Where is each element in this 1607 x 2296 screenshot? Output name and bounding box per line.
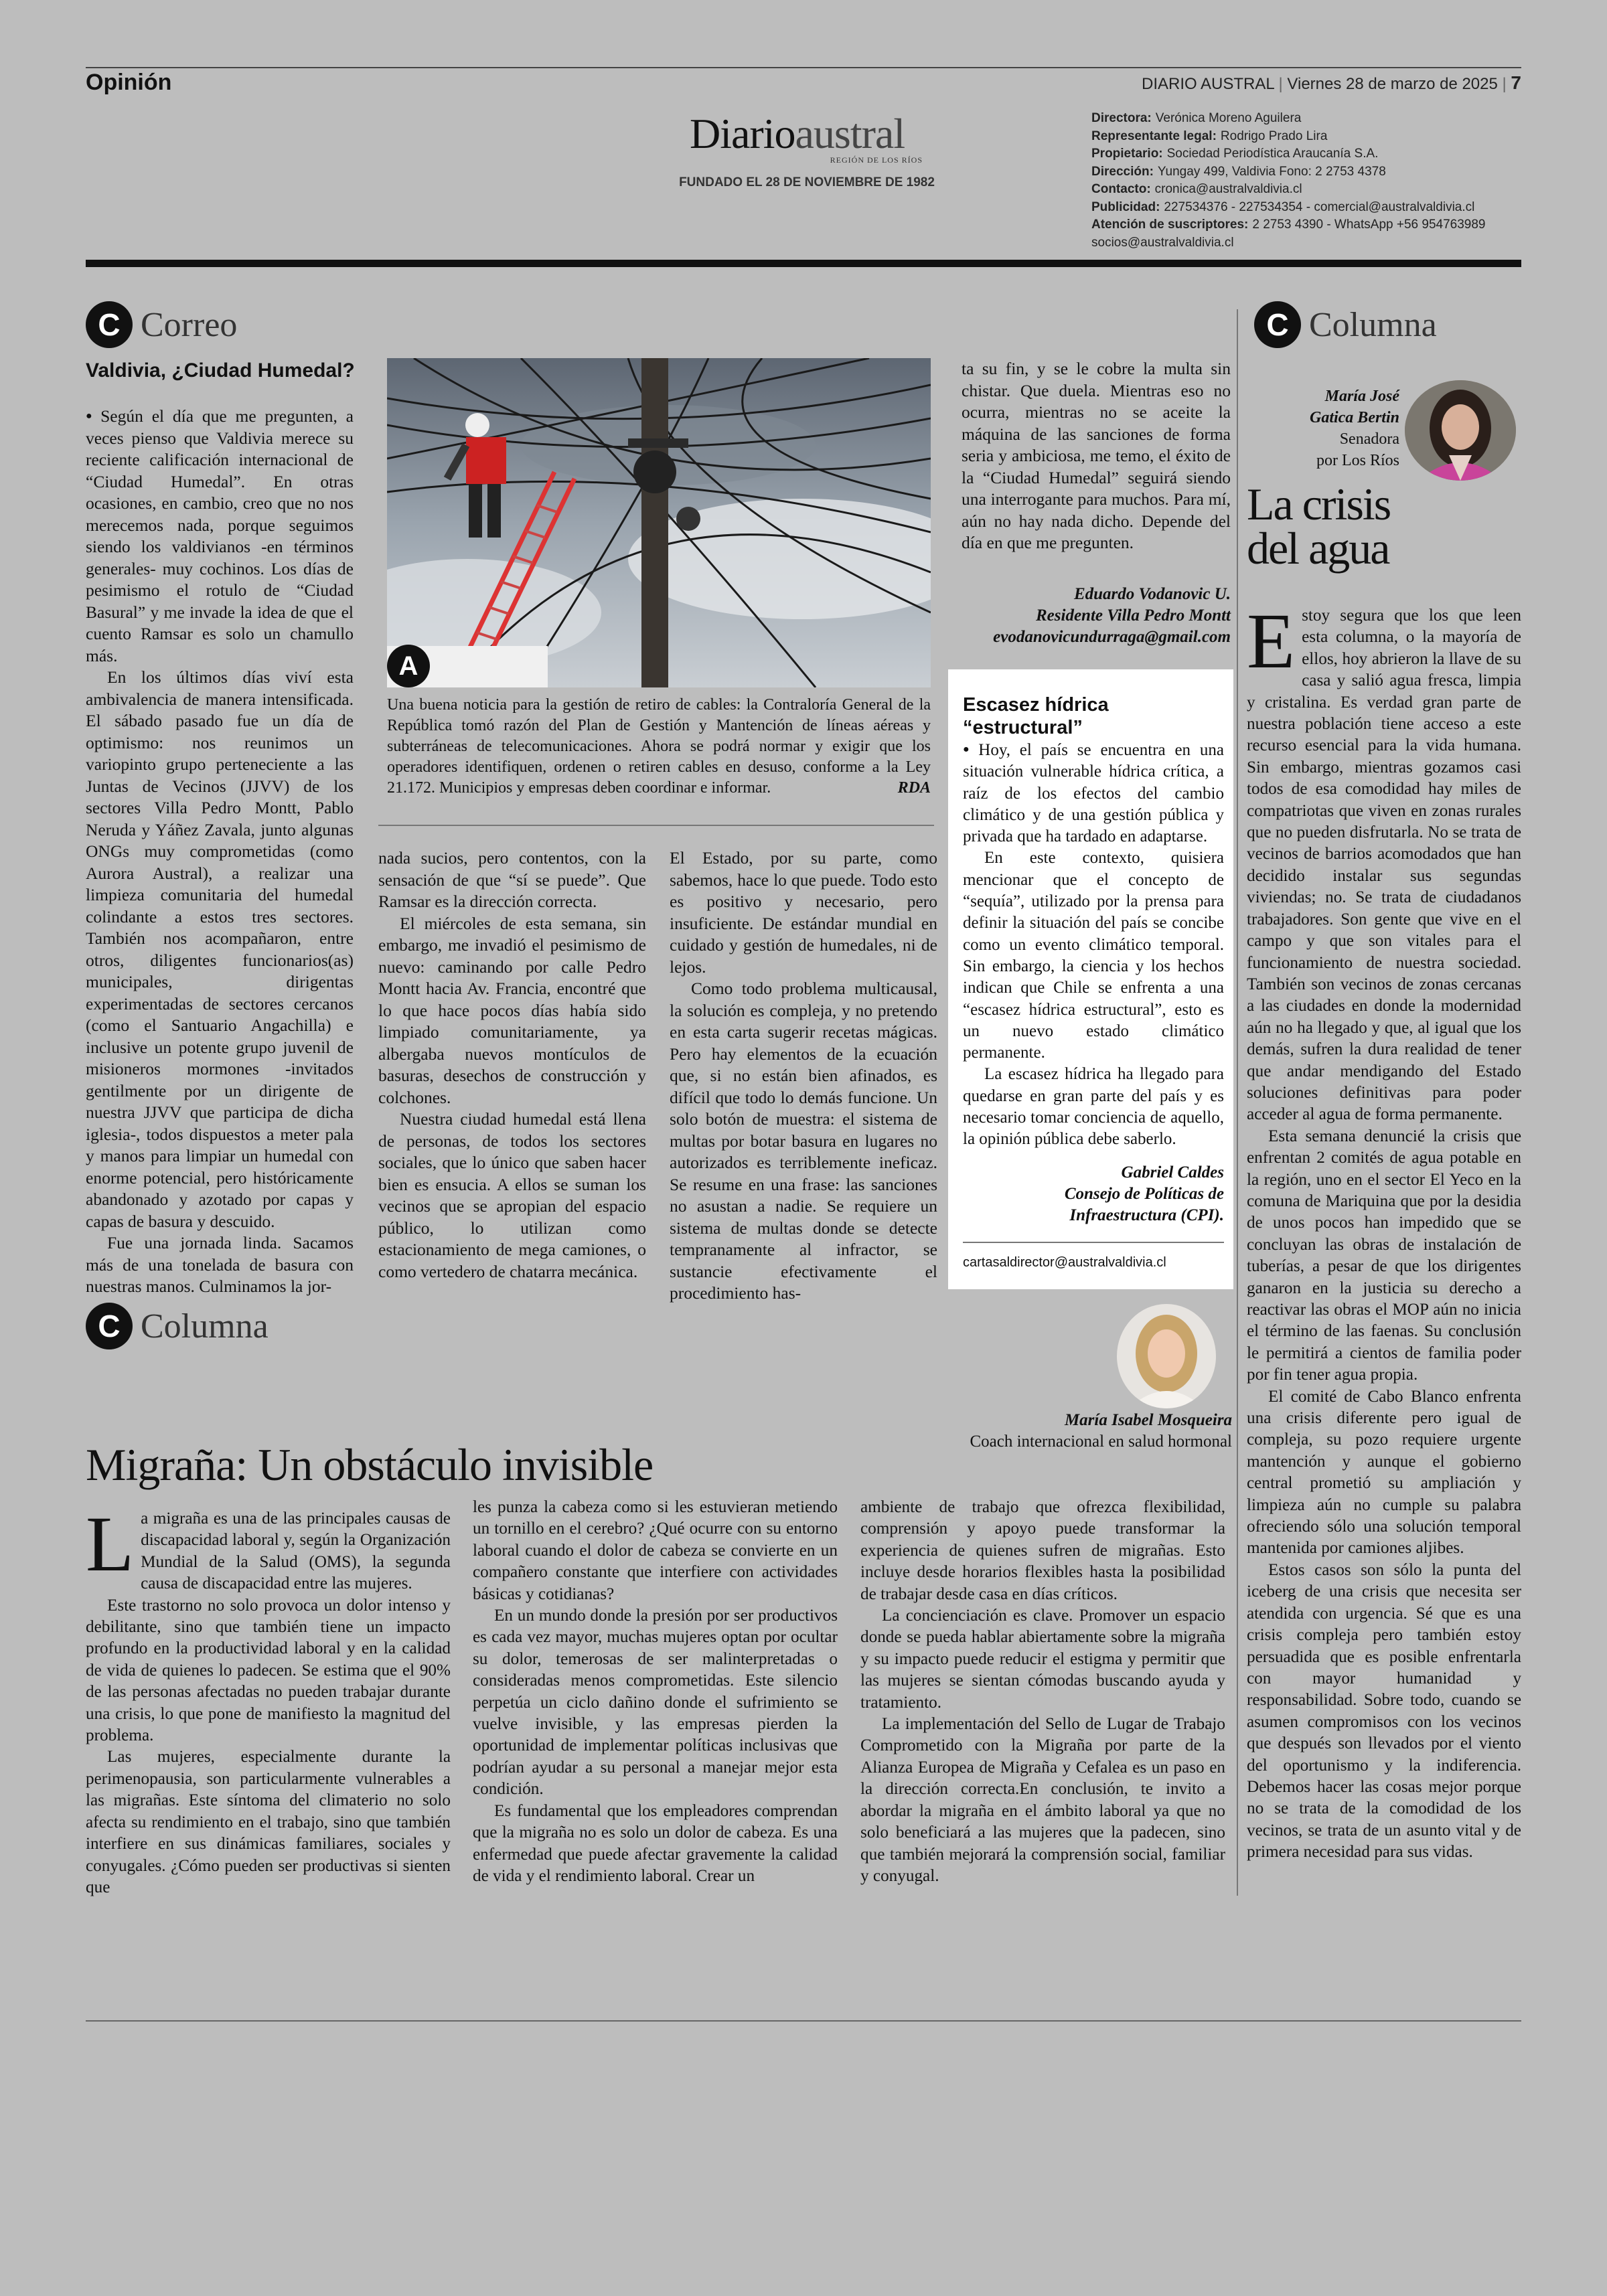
migraine-column-header bbox=[86, 1303, 269, 1349]
water-title-line-2: del agua bbox=[1247, 523, 1389, 574]
letter1-column-3 bbox=[670, 847, 937, 1305]
migraine-author: María Isabel Mosqueira bbox=[1064, 1411, 1232, 1429]
water-paragraph: Esta semana denuncié la crisis que enfrentan 2 comités de agua potable en la región, uno en el sector El Yeco en la comuna de Mariquina que por la desidia de unos pocos han impedido que se concluyan las obras de instalación de tuberías, a pesar de que los dirigentes ganaron en la justicia su derecho a reactivar las obras el MOP aún no inicia el término de las faenas. Su conclusión le permitirá a cientos de familia poder por fin tener agua propia. bbox=[1247, 1127, 1521, 1384]
migraine-role: Coach internacional en salud hormonal bbox=[970, 1432, 1232, 1451]
correo-badge: C bbox=[86, 301, 133, 348]
coach-portrait bbox=[1117, 1304, 1216, 1408]
section-label: Opinión bbox=[86, 70, 172, 95]
senator-portrait bbox=[1405, 380, 1516, 481]
masthead-label: Directora: bbox=[1091, 111, 1152, 125]
letter1-column-4 bbox=[962, 358, 1231, 554]
letter2-paragraph: ● Hoy, el país se encuentra en una situación vulnerable hídrica crítica, a raíz de los efectos del cambio climático y de una gestión pública y privada que ha tardado en adaptarse. bbox=[963, 739, 1224, 847]
masthead-value: Verónica Moreno Aguilera bbox=[1155, 111, 1302, 125]
letter1-signature-line: Residente Villa Pedro Montt bbox=[1036, 606, 1231, 625]
migraine-paragraph: La implementación del Sello de Lugar de Trabajo Comprometido con la Migraña por parte de la Alianza Europea de Migraña y Cefalea es un paso en la dirección correcta.En conclusión, te invito a abordar la migraña en el ámbito laboral ya que no solo beneficiará a las mujeres que la padecen, sino que también mejorará la comprensión social, familiar y conyugal. bbox=[860, 1715, 1225, 1885]
header-thick-rule bbox=[86, 260, 1521, 267]
masthead-row bbox=[1091, 163, 1520, 181]
photo-badge: A bbox=[387, 645, 430, 687]
correo-label: Correo bbox=[141, 305, 238, 344]
water-column-badge: C bbox=[1254, 301, 1301, 348]
masthead-value: 227534376 - 227534354 - comercial@australvaldivia.cl bbox=[1164, 199, 1475, 214]
letters-email: cartasaldirector@australvaldivia.cl bbox=[963, 1255, 1166, 1270]
cable-photo bbox=[387, 358, 931, 687]
letter1-paragraph: nada sucios, pero contentos, con la sensación de que “sí se puede”. Que Ramsar es la dirección correcta. bbox=[378, 848, 646, 911]
masthead-row bbox=[1091, 145, 1520, 163]
masthead-row bbox=[1091, 234, 1520, 252]
paragraph-text: stoy segura que los que leen esta columna, o la mayoría de ellos, hoy abrieron la llave de su casa y salió agua fresca, limpia y cristalina. Es verdad gran parte de nuestra población tiene acceso a este recurso esencial para la vida humana. Sin embargo, mientras gozamos casi todos de esa comodidad hay miles de compatriotas que viven en zonas rurales que no pueden disfrutarla. No se trata de vecinos de barrios acomodados que han decidido instalar sus segundas viviendas; no. Se trata de ciudadanos trabajadores. Son gente que vive en el campo y que son vitales para el funcionamiento de nuestra sociedad. También son vecinos de zonas cercanas a las ciudades en donde la modernidad aún no ha llegado y que, al igual que los demás, sufren la dura realidad de tener que andar mendigando del Estado soluciones definitivas para poder acceder al agua de forma permanente. bbox=[1247, 606, 1521, 1124]
letter2-body bbox=[963, 739, 1224, 1151]
migraine-column-3 bbox=[860, 1497, 1225, 1887]
water-column-label: Columna bbox=[1309, 305, 1437, 344]
dropcap: L bbox=[86, 1500, 135, 1588]
masthead-label: Contacto: bbox=[1091, 182, 1151, 196]
migraine-paragraph: La concienciación es clave. Promover un espacio donde se pueda hablar abiertamente sobre la migraña y su impacto puede reducir el estigma y permitir que las mujeres se sientan cómodas buscando ayuda y tratamiento. bbox=[860, 1607, 1225, 1712]
letter2-signature-line: Gabriel Caldes bbox=[1121, 1163, 1224, 1181]
masthead-label: Atención de suscriptores: bbox=[1091, 218, 1249, 232]
migraine-column-1 bbox=[86, 1500, 451, 1898]
top-rule bbox=[86, 67, 1521, 68]
page-number: 7 bbox=[1511, 72, 1521, 93]
bottom-rule bbox=[86, 2020, 1521, 2022]
letter2-signature-line: Consejo de Políticas de bbox=[1064, 1185, 1224, 1203]
water-title bbox=[1247, 479, 1501, 574]
masthead-label: Representante legal: bbox=[1091, 129, 1217, 143]
dropcap: E bbox=[1247, 597, 1296, 685]
folio: DIARIO AUSTRAL | Viernes 28 de marzo de 2025 | 7 bbox=[1142, 72, 1521, 93]
water-author-line-2: Gatica Bertin bbox=[1309, 409, 1399, 426]
masthead-box bbox=[1091, 110, 1520, 252]
masthead-label: Publicidad: bbox=[1091, 199, 1160, 214]
logo-accent: austral bbox=[795, 110, 905, 157]
letter1-signature-line: evodanovicundurraga@gmail.com bbox=[993, 628, 1231, 646]
letter2-signature-line: Infraestructura (CPI). bbox=[1069, 1206, 1224, 1224]
paragraph-text: a migraña es una de las principales causas de discapacidad laboral y, según la Organización Mundial de la Salud (OMS), la segunda causa de discapacidad entre las mujeres. bbox=[141, 1509, 451, 1593]
letter2-rule bbox=[963, 1242, 1224, 1243]
letter1-paragraph: El Estado, por su parte, como sabemos, hace lo que puede. Todo esto es positivo y necesario, pero insuficiente. De estándar mundial en cuidado y gestión de humedales, ni de lejos. bbox=[670, 848, 937, 977]
letter1-paragraph: Como todo problema multicausal, la solución es compleja, y no pretendo en esta carta sugerir recetas mágicas. Pero hay elementos de la ecuación que, si no están bien afinados, es difícil que todo lo demás funcione. Un solo botón de muestra: el sistema de multas por botar basura en lugares no autorizados es terriblemente ineficaz. Se resume en una frase: las sanciones no asustan a nadie. Se requiere un sistema de multas donde se detecte tempranamente al infractor, se sustancie efectivamente el procedimiento has- bbox=[670, 979, 937, 1303]
letter2-box bbox=[948, 669, 1233, 1289]
masthead-row bbox=[1091, 110, 1520, 128]
letter1-column-1 bbox=[86, 406, 354, 1298]
logo-sub: REGIÓN DE LOS RÍOS bbox=[830, 155, 923, 165]
water-author-line-1: María José bbox=[1324, 388, 1399, 405]
letter1-signature bbox=[962, 584, 1231, 648]
photo-caption-block bbox=[387, 695, 931, 799]
migraine-paragraph bbox=[86, 1500, 451, 1595]
migraine-author-photo bbox=[1117, 1304, 1216, 1408]
letter1-paragraph: ● Según el día que me pregunten, a veces pienso que Valdivia merece su reciente calificación internacional de “Ciudad Humedal”. En otras ocasiones, en cambio, creo que no nos merecemos nada, porque seguimos siendo los valdivianos -en términos generales- muy cochinos. Los días de pesimismo el rotulo de “Ciudad Basural” y me invade la idea de que el cuento Ramsar es solo un chamullo más. bbox=[86, 406, 354, 667]
water-role-line-2: por Los Ríos bbox=[1316, 452, 1399, 469]
masthead-value: Sociedad Periodística Araucanía S.A. bbox=[1166, 147, 1379, 161]
masthead-value: Rodrigo Prado Lira bbox=[1220, 129, 1328, 143]
migraine-column-badge: C bbox=[86, 1303, 133, 1349]
letter1-paragraph: El miércoles de esta semana, sin embargo, me invadió el pesimismo de nuevo: caminando por calle Pedro Montt hacia Av. Francia, encontré que lo que hace pocos días había sido limpiado comunitariamente, ya albergaba nuevos montículos de basuras, desechos de construcción y colchones. bbox=[378, 913, 646, 1107]
water-paragraph: El comité de Cabo Blanco enfrenta una crisis diferente pero igual de compleja, su pozo requiere urgente mantención y aunque el gobierno central prometió su ampliación y limpieza aún no cumple su palabra ofreciendo sólo una solución temporal mantenida por camiones aljibes. bbox=[1247, 1387, 1521, 1558]
paper-name: DIARIO AUSTRAL bbox=[1142, 75, 1274, 93]
photo-credit: RDA bbox=[897, 779, 931, 797]
letter2-signature bbox=[963, 1162, 1224, 1226]
migraine-paragraph: ambiente de trabajo que ofrezca flexibilidad, comprensión y apoyo puede transformar la experiencia de quienes sufren de migrañas. Esto incluye desde horarios flexibles hasta la posibilidad de trabajar desde casa en días críticos. bbox=[860, 1498, 1225, 1603]
masthead-value: Yungay 499, Valdivia Fono: 2 2753 4378 bbox=[1157, 164, 1386, 179]
water-author-block bbox=[1245, 386, 1399, 471]
masthead-value: 2 2753 4390 - WhatsApp +56 954763989 bbox=[1252, 218, 1486, 232]
right-column-divider bbox=[1237, 309, 1238, 1896]
letter2-paragraph: En este contexto, quisiera mencionar que el concepto de “sequía”, utilizado por la prensa para definir la situación del país se concibe como un evento climático temporal. Sin embargo, la ciencia y los hechos indican que Chile se enfrenta a una “escasez hídrica estructural”, esto es un nuevo estado climático permanente. bbox=[963, 849, 1224, 1062]
letter1-title: Valdivia, ¿Ciudad Humedal? bbox=[86, 359, 355, 382]
photo-caption: Una buena noticia para la gestión de retiro de cables: la Contraloría General de la República tomó razón del Plan de Gestión y Mantención de líneas aéreas y subterráneas de telecomunicaciones. Ahora se podrá normar y exigir que los operadores identifiquen, ordenen o retiren cables en desuso, conforme a la Ley 21.172. Municipios y empresas deben coordinar e informar. bbox=[387, 696, 931, 797]
water-title-line-1: La crisis bbox=[1247, 479, 1391, 529]
letter2-title: Escasez hídrica “estructural” bbox=[963, 694, 1109, 738]
migraine-column-2 bbox=[473, 1497, 838, 1887]
letter2-paragraph: La escasez hídrica ha llegado para quedarse en gran parte del país y es necesario tomar conciencia de aquello, la opinión pública debe saberlo. bbox=[963, 1065, 1224, 1149]
migraine-paragraph: Es fundamental que los empleadores comprendan que la migraña no es solo un dolor de cabeza. Es una enfermedad que puede afectar gravemente la calidad de vida y el rendimiento laboral. Crear un bbox=[473, 1801, 838, 1885]
water-column-body bbox=[1247, 597, 1521, 1864]
migraine-paragraph: Este trastorno no solo provoca un dolor intenso y debilitante, sino que también tiene un impacto profundo en la productividad laboral y en la calidad de vida de quienes lo padecen. Se estima que el 90% de las personas afectadas no pueden trabajar durante una crisis, lo que pone de manifiesto la magnitud del problema. bbox=[86, 1596, 451, 1745]
masthead-label: Propietario: bbox=[1091, 147, 1163, 161]
newspaper-logo bbox=[690, 112, 924, 165]
migraine-author-block bbox=[970, 1410, 1232, 1453]
letter1-signature-line: Eduardo Vodanovic U. bbox=[1073, 585, 1231, 603]
letter1-column-2 bbox=[378, 847, 646, 1283]
correo-section-header bbox=[86, 301, 237, 348]
masthead-row bbox=[1091, 216, 1520, 234]
migraine-paragraph: Las mujeres, especialmente durante la perimenopausia, son particularmente vulnerables a las migrañas. Este síntoma del climaterio no solo afecta su rendimiento en el trabajo, sino que también interfiere en sus dinámicas familiares, sociales y conyugales. ¿Cómo pueden ser productivas si sienten que bbox=[86, 1748, 451, 1896]
masthead-row bbox=[1091, 181, 1520, 199]
caption-rule bbox=[378, 825, 934, 826]
masthead-row bbox=[1091, 199, 1520, 217]
masthead-value: cronica@australvaldivia.cl bbox=[1154, 182, 1302, 196]
migraine-column-label: Columna bbox=[141, 1307, 269, 1345]
cable-photo-image bbox=[387, 358, 931, 687]
letter1-paragraph: ta su fin, y se le cobre la multa sin chistar. Que duela. Mientras eso no ocurra, mientras no se aceite la máquina de las sanciones de forma seria y ambiciosa, me temo, el éxito de la “Ciudad Humedal” seguirá siendo una interrogante para muchos. Para mí, aún no hay nada dicho. Depende del día en que me pregunten. bbox=[962, 359, 1231, 552]
founded-line: FUNDADO EL 28 DE NOVIEMBRE DE 1982 bbox=[679, 175, 935, 189]
migraine-paragraph: les punza la cabeza como si les estuvieran metiendo un tornillo en el cerebro? ¿Qué ocurre con su entorno laboral cuando el dolor de cabeza se convierte en un compañero constante que interfiere con actividades básicas y cotidianas? bbox=[473, 1498, 838, 1603]
water-author-photo bbox=[1405, 380, 1516, 481]
masthead-value: socios@australvaldivia.cl bbox=[1091, 235, 1234, 250]
migraine-title: Migraña: Un obstáculo invisible bbox=[86, 1439, 654, 1490]
issue-date: Viernes 28 de marzo de 2025 bbox=[1287, 75, 1498, 93]
letter1-paragraph: Fue una jornada linda. Sacamos más de una tonelada de basura con nuestras manos. Culminamos la jor- bbox=[86, 1233, 354, 1296]
water-paragraph: Estos casos son sólo la punta del iceberg de una crisis que necesita ser atendida con urgencia. Sé que es una crisis compleja pero también estoy persuadida que es posible enfrentarla con mayor humanidad y responsabilidad. Sobre todo, cuando se asumen compromisos con los vecinos que después son llevados por el viento del oportunismo y la indiferencia. Debemos hacer las cosas mejor porque no se trata de la comodidad de los vecinos, se trata de un asunto vital y de primera necesidad para sus vidas. bbox=[1247, 1560, 1521, 1862]
water-column-header bbox=[1254, 301, 1437, 348]
letter1-paragraph: En los últimos días viví esta ambivalencia de manera intensificada. El sábado pasado fue un día de optimismo: nos reunimos un variopinto grupo perteneciente a las Juntas de Vecinos (JJVV) de los sectores Villa Pedro Montt, Pablo Neruda y Yáñez Zavala, junto algunas ONGs muy comprometidas (como Aurora Austral), a realizar una limpieza comunitaria del humedal colindante a estos tres sectores. También nos acompañaron, entre otros, diligentes funcionarios(as) municipales, dirigentas experimentadas de sectores cercanos (como el Santuario Angachilla) e inclusive un potente grupo juvenil de misioneros mormones -invitados gentilmente por un dirigente de nuestra JJVV que participa de dicha iglesia-, todos dispuestos a meter pala y manos para limpiar un humedal con enorme potencial, pero históricamente abandonado y azotado por capas y capas de basura y descuido. bbox=[86, 667, 354, 1231]
water-role-line-1: Senadora bbox=[1339, 430, 1399, 448]
masthead-row bbox=[1091, 128, 1520, 146]
letter1-paragraph: Nuestra ciudad humedal está llena de personas, de todos los sectores sociales, que lo único que saben hacer bien es ensucia. A ellos se suman los vecinos que se apropian del espacio público, lo utilizan como estacionamiento de mega camiones, o como vertedero de chatarra mecánica. bbox=[378, 1109, 646, 1281]
masthead-label: Dirección: bbox=[1091, 164, 1154, 179]
water-paragraph bbox=[1247, 597, 1521, 1126]
logo-main: Diario bbox=[690, 110, 795, 157]
migraine-paragraph: En un mundo donde la presión por ser productivos es cada vez mayor, muchas mujeres optan por ocultar su dolor, temerosas de ser malinterpretadas o consideradas menos comprometidas. Este silencio perpetúa un ciclo dañino donde el sufrimiento se vuelve invisible, y las empresas pierden la oportunidad de implementar políticas inclusivas que podrían ayudar a su personal a manejar mejor esta condición. bbox=[473, 1607, 838, 1799]
